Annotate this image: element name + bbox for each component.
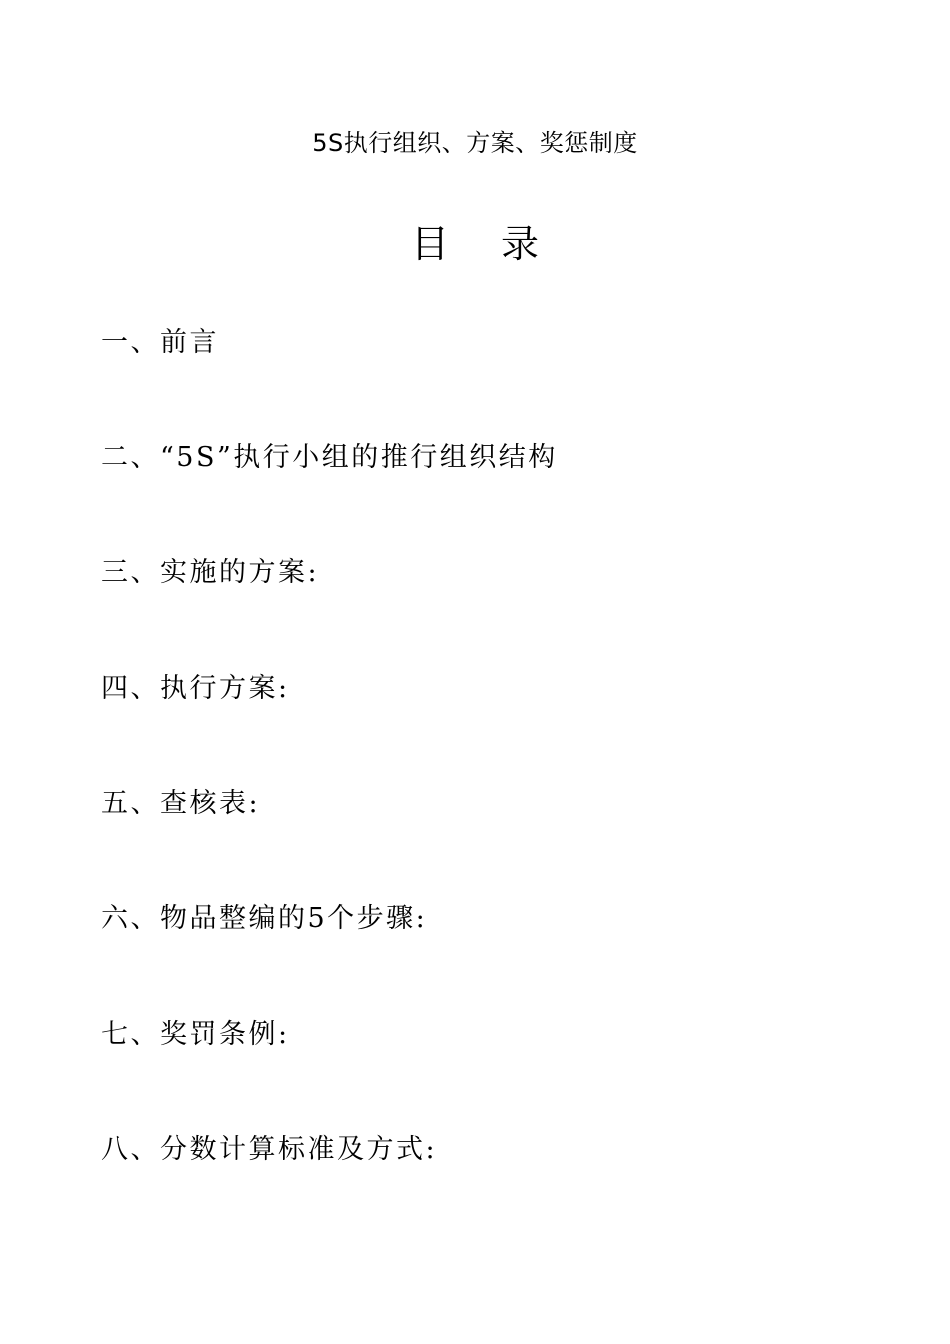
toc-heading: 目录 bbox=[410, 222, 591, 266]
toc-item-checklist: 五、查核表: bbox=[101, 788, 261, 819]
toc-item-organizing-steps: 六、物品整编的5个步骤: bbox=[101, 903, 428, 934]
toc-item-execution-plan: 四、执行方案: bbox=[101, 673, 290, 704]
toc-item-implementation-plan: 三、实施的方案: bbox=[101, 557, 320, 588]
toc-item-preface: 一、前言 bbox=[101, 327, 219, 358]
toc-item-rewards-penalties: 七、奖罚条例: bbox=[101, 1019, 290, 1050]
toc-item-organization-structure: 二、“5S”执行小组的推行组织结构 bbox=[101, 442, 558, 473]
document-title: 5S执行组织、方案、奖惩制度 bbox=[312, 129, 638, 157]
toc-item-scoring-standards: 八、分数计算标准及方式: bbox=[101, 1134, 438, 1165]
